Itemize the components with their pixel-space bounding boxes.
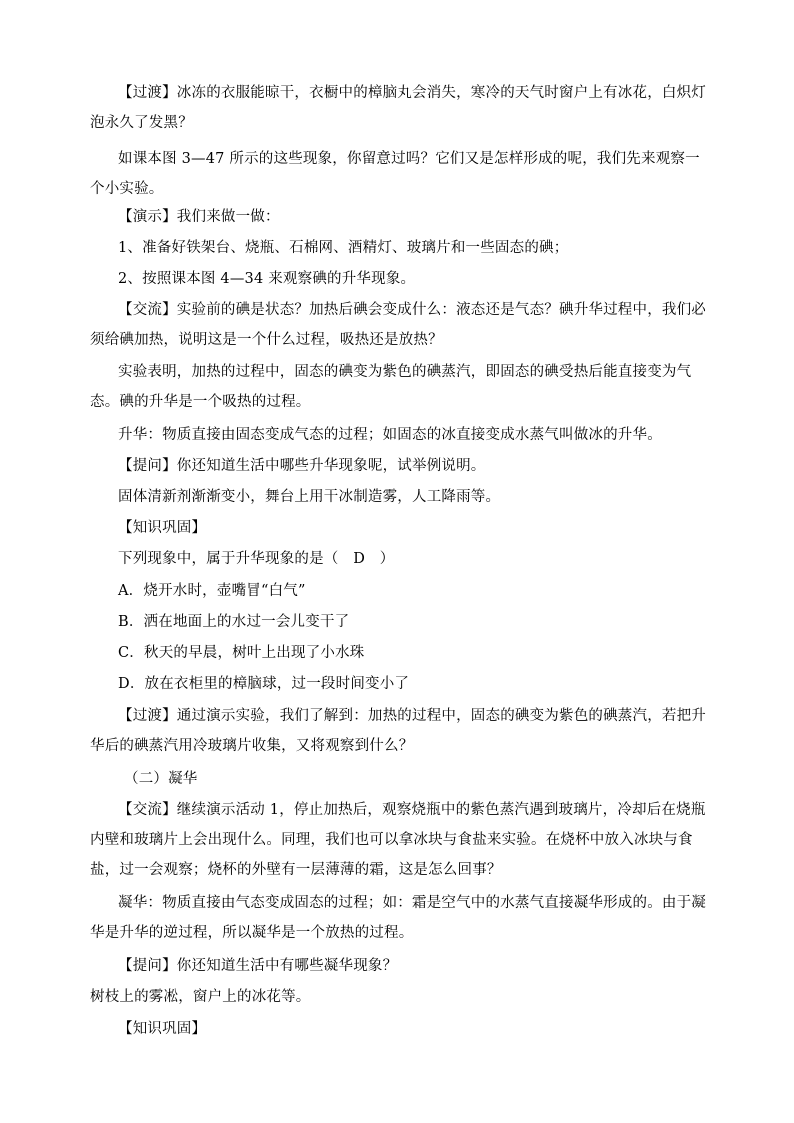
section-heading-deposition: （二）凝华 xyxy=(124,771,198,787)
paragraph-transition-2: 【过渡】通过演示实验，我们了解到：加热的过程中，固态的碘变为紫色的碘蒸汽，若把升华后的碘蒸汽用冷玻璃片收集，又将观察到什么？ xyxy=(90,708,706,754)
paragraph-experiment-result: 实验表明，加热的过程中，固态的碘变为紫色的碘蒸汽，即固态的碘受热后能直接变为气态。碘的升华是一个吸热的过程。 xyxy=(90,364,692,410)
paragraph-knowledge-heading-2: 【知识巩固】 xyxy=(118,1021,207,1037)
quiz-option-a: A．烧开水时，壶嘴冒“白气” xyxy=(118,583,306,599)
paragraph-knowledge-heading-1: 【知识巩固】 xyxy=(118,520,207,536)
paragraph-quiz-question: 下列现象中，属于升华现象的是（ D ） xyxy=(118,551,395,567)
paragraph-demo-heading: 【演示】我们来做一做： xyxy=(118,209,280,225)
quiz-option-c: C．秋天的早晨，树叶上出现了小水珠 xyxy=(118,645,365,661)
paragraph-answer-2: 树枝上的雾凇，窗户上的冰花等。 xyxy=(90,989,311,1005)
quiz-option-d: D．放在衣柜里的樟脑球，过一段时间变小了 xyxy=(118,676,410,692)
paragraph-question-2: 【提问】你还知道生活中有哪些凝华现象？ xyxy=(118,958,398,974)
paragraph-demo-step-1: 1、准备好铁架台、烧瓶、石棉网、酒精灯、玻璃片和一些固态的碘； xyxy=(118,240,569,256)
paragraph-sublimation-definition: 升华：物质直接由固态变成气态的过程；如固态的冰直接变成水蒸气叫做冰的升华。 xyxy=(118,427,662,443)
paragraph-question-1: 【提问】你还知道生活中哪些升华现象呢，试举例说明。 xyxy=(118,458,486,474)
paragraph-answer-1: 固体清新剂渐渐变小，舞台上用干冰制造雾，人工降雨等。 xyxy=(118,489,501,505)
paragraph-demo-step-2: 2、按照课本图 4—34 来观察碘的升华现象。 xyxy=(118,271,416,287)
paragraph-exchange-2: 【交流】继续演示活动 1，停止加热后，观察烧瓶中的紫色蒸汽遇到玻璃片，冷却后在烧瓶内壁和玻璃片上会出现什么。同理，我们也可以拿冰块与食盐来实验。在烧杯中放入冰块与食盐，过一会观察；烧杯的外壁有一层薄薄的霜，这是怎么回事？ xyxy=(90,802,706,878)
paragraph-deposition-definition: 凝华：物质直接由气态变成固态的过程；如：霜是空气中的水蒸气直接凝华形成的。由于凝华是升华的逆过程，所以凝华是一个放热的过程。 xyxy=(90,895,706,941)
quiz-option-b: B．洒在地面上的水过一会儿变干了 xyxy=(118,614,350,630)
paragraph-exchange-1: 【交流】实验前的碘是状态？加热后碘会变成什么：液态还是气态？碘升华过程中，我们必须给碘加热，说明这是一个什么过程，吸热还是放热？ xyxy=(90,302,706,348)
paragraph-transition-1: 【过渡】冰冻的衣服能晾干，衣橱中的樟脑丸会消失，寒冷的天气时窗户上有冰花，白炽灯泡永久了发黑？ xyxy=(90,85,706,131)
paragraph-textbook-figure: 如课本图 3—47 所示的这些现象，你留意过吗？它们又是怎样形成的呢，我们先来观察一个小实验。 xyxy=(90,151,700,197)
